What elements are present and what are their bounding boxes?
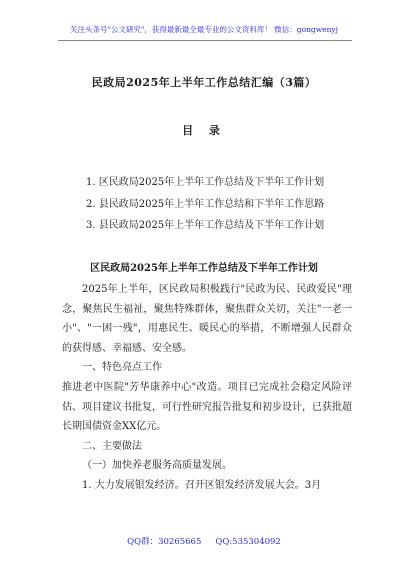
toc-item-3[interactable]: 3. 县民政局2025年上半年工作总结及下半年工作计划 <box>86 220 325 231</box>
header-divider <box>58 40 352 41</box>
footer-qq-group: QQ群：30265665 <box>127 537 202 547</box>
subheading-elderly-care: （一）加快养老服务高质量发展。 <box>82 460 232 472</box>
toc-item-1[interactable]: 1. 区民政局2025年上半年工作总结及下半年工作计划 <box>86 177 325 188</box>
footer-qq: QQ:535304092 <box>215 537 281 547</box>
footer-contact <box>0 535 408 547</box>
body-text <box>62 280 352 496</box>
section-title: 区民政局2025年上半年工作总结及下半年工作计划 <box>90 263 318 274</box>
header-note: 关注头条号"公文研究"，获得最新最全最专业的公文资料库！ 微信：gongwenyj <box>70 25 338 34</box>
paragraph-intro: 2025年上半年，区民政局积极践行"民政为民、民政爱民"理念，聚焦民生福祉，聚焦特殊群体，聚焦群众关切，关注"一老一小"、"一困一残"，用惠民生、暖民心的举措，不断增强人民群众的获得感、幸福感、安全感。 <box>62 284 352 354</box>
toc-heading: 目 录 <box>182 124 226 137</box>
paragraph-silver-economy: 1. 大力发展银发经济。召开区银发经济发展大会。3月 <box>82 479 322 491</box>
toc-item-2[interactable]: 2. 县民政局2025年上半年工作总结和下半年工作思路 <box>86 198 325 210</box>
paragraph-highlights: 推进老中医院"芳华康养中心"改造。项目已完成社会稳定风险评估、项目建议书批复，可行性研究报告批复和初步设计，已获批超长期国债资金XX亿元。 <box>62 381 352 433</box>
heading-highlights: 一、特色亮点工作 <box>82 362 162 374</box>
document-title: 民政局2025年上半年工作总结汇编（3篇） <box>91 76 317 89</box>
heading-main-practices: 二、主要做法 <box>82 440 142 452</box>
table-of-contents <box>86 172 324 237</box>
